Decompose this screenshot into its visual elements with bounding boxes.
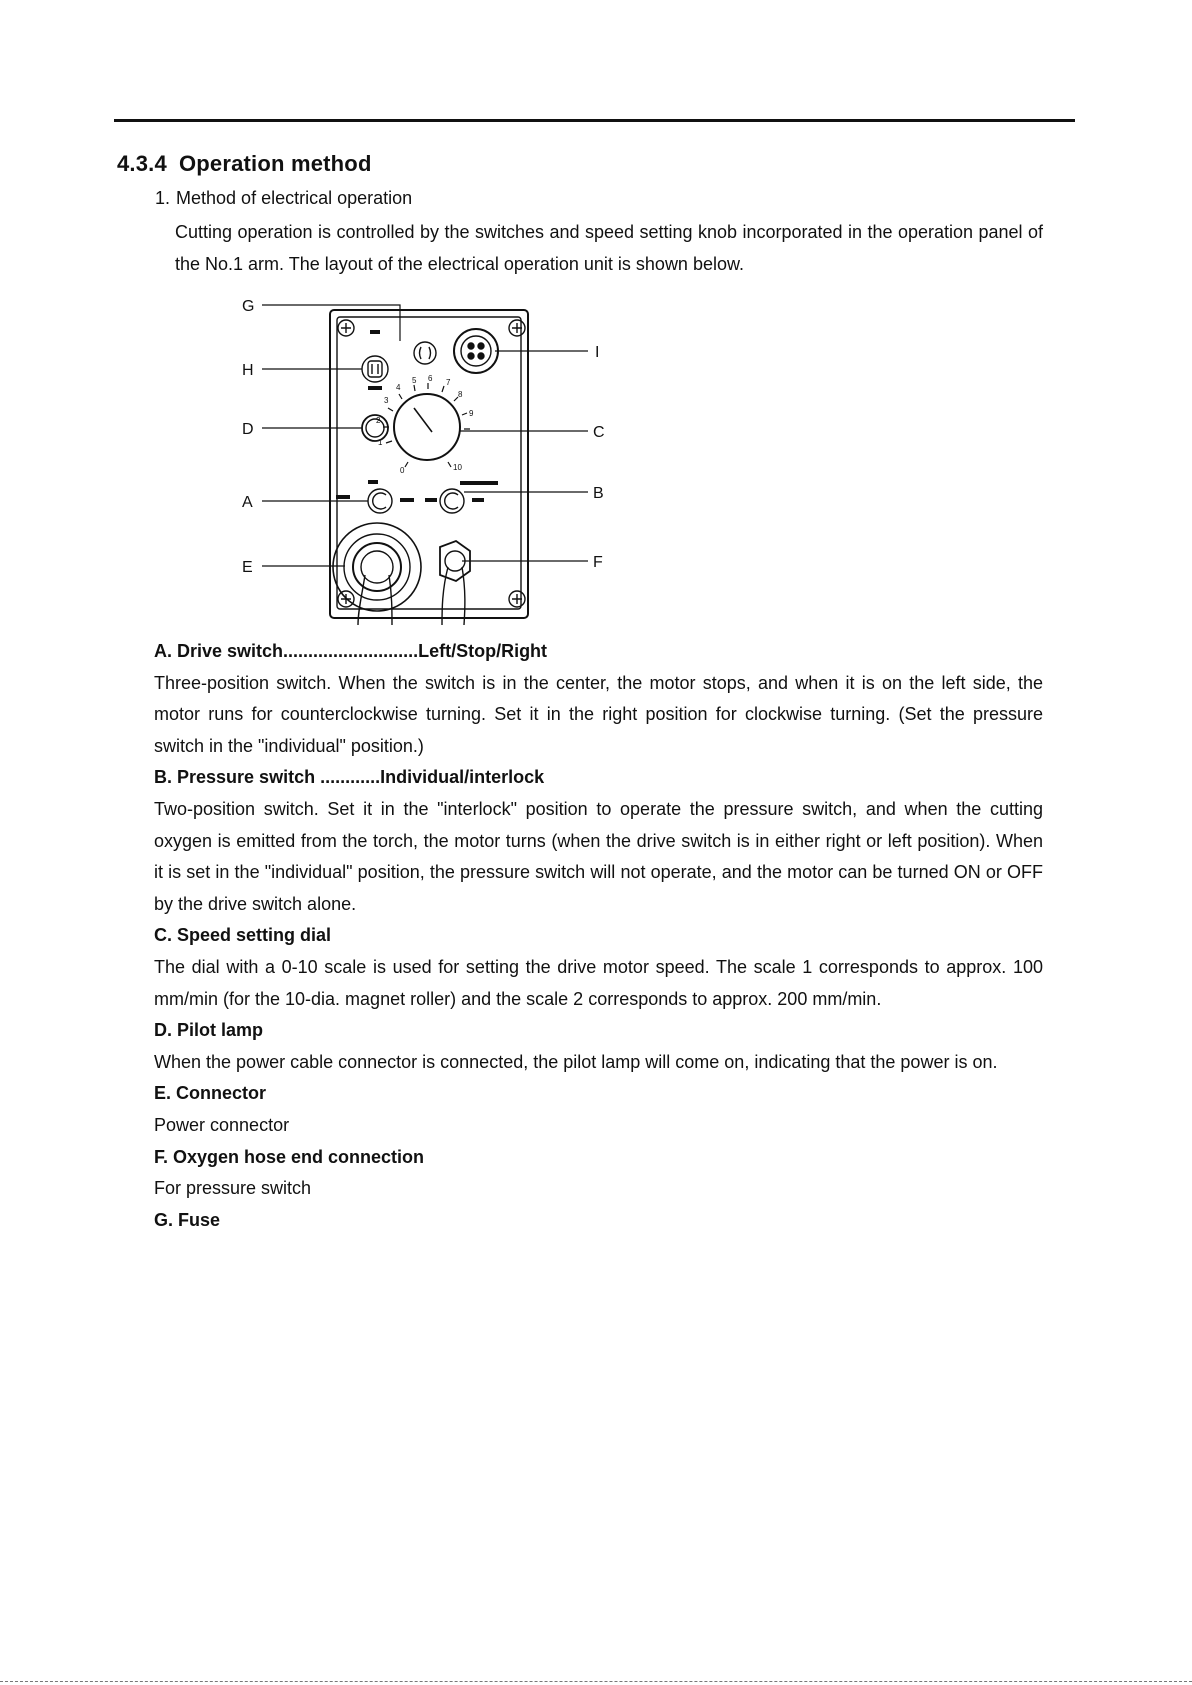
- corner-screws: [338, 320, 525, 607]
- power-connector: [333, 523, 421, 625]
- intro-paragraph: [175, 216, 1043, 280]
- svg-text:4: 4: [396, 383, 401, 392]
- item-e-title: E. Connector: [154, 1083, 267, 1104]
- label-a: A: [242, 494, 253, 511]
- label-g: G: [242, 298, 255, 315]
- section-title: Operation method: [178, 151, 372, 176]
- intro-text: Cutting operation is controlled by the switches and speed setting knob incorporated in the operation panel of the No.1 arm. The layout of the electrical operation unit is shown below.: [175, 222, 1043, 274]
- svg-text:6: 6: [428, 374, 433, 383]
- pressure-switch: [425, 481, 498, 513]
- label-i: I: [595, 344, 600, 361]
- section-number: 4.3.4: [117, 151, 167, 176]
- subsection-number: 1.: [155, 188, 171, 208]
- item-f-text: For pressure switch: [154, 1178, 312, 1199]
- item-g-title: G. Fuse: [154, 1209, 221, 1230]
- svg-text:5: 5: [412, 376, 417, 385]
- item-b-title: B. Pressure switch ............Individual/interlock: [154, 767, 545, 788]
- label-e: E: [242, 559, 253, 576]
- item-e-text: Power connector: [154, 1114, 290, 1135]
- item-a-title: A. Drive switch...........................Left/Stop/Right: [154, 641, 548, 661]
- svg-text:2: 2: [376, 416, 381, 425]
- item-b-text: Two-position switch. Set it in the "interlock" position to operate the pressure switch, and when the cutting oxygen is emitted from the torch, the motor turns (when the drive switch is in either right or left position). When it is set in the "individual" position, the pressure switch will not operate, and the motor can be turned ON or OFF by the drive switch alone.: [154, 798, 1043, 914]
- svg-text:3: 3: [384, 396, 389, 405]
- speed-dial: [376, 374, 474, 475]
- svg-text:9: 9: [469, 409, 474, 418]
- socket: [454, 329, 498, 373]
- label-d: D: [242, 421, 254, 438]
- item-f-title: F. Oxygen hose end connection: [154, 1146, 425, 1167]
- header-rule: [114, 119, 1075, 122]
- svg-text:0: 0: [400, 466, 405, 475]
- drive-switch: [336, 480, 414, 513]
- label-c: C: [593, 424, 605, 441]
- svg-text:7: 7: [446, 378, 451, 387]
- leader-lines: [262, 305, 588, 566]
- subsection-label: Method of electrical operation: [176, 188, 413, 208]
- label-h: H: [242, 362, 254, 379]
- item-d-text: When the power cable connector is connected, the pilot lamp will come on, indicating that the power is on.: [154, 1051, 998, 1072]
- label-f: F: [593, 554, 603, 571]
- subsection-title: [155, 188, 412, 209]
- footer-rule: [0, 1681, 1192, 1683]
- section-heading: [117, 151, 372, 177]
- oxygen-hose-connector: [440, 541, 470, 625]
- operation-panel-diagram: [242, 295, 610, 630]
- fuse-holder: [414, 342, 436, 364]
- svg-text:1: 1: [378, 438, 383, 447]
- item-a-text: Three-position switch. When the switch is in the center, the motor stops, and when it is on the left side, the motor runs for counterclockwise turning. Set it in the right position for clockwise turning. (Set the pressure switch in the "individual" position.): [154, 672, 1043, 756]
- component-descriptions: [154, 636, 1043, 1236]
- item-c-text: The dial with a 0-10 scale is used for setting the drive motor speed. The scale 1 corresponds to approx. 100 mm/min (for the 10-dia. magnet roller) and the scale 2 corresponds to approx. 200 mm/min.: [154, 956, 1043, 1009]
- label-b: B: [593, 485, 604, 502]
- svg-text:10: 10: [453, 463, 462, 472]
- item-d-title: D. Pilot lamp: [154, 1020, 264, 1041]
- callout-letters: [242, 298, 605, 576]
- svg-text:8: 8: [458, 390, 463, 399]
- toggle-switch-h: [362, 330, 388, 390]
- item-c-title: C. Speed setting dial: [154, 925, 332, 946]
